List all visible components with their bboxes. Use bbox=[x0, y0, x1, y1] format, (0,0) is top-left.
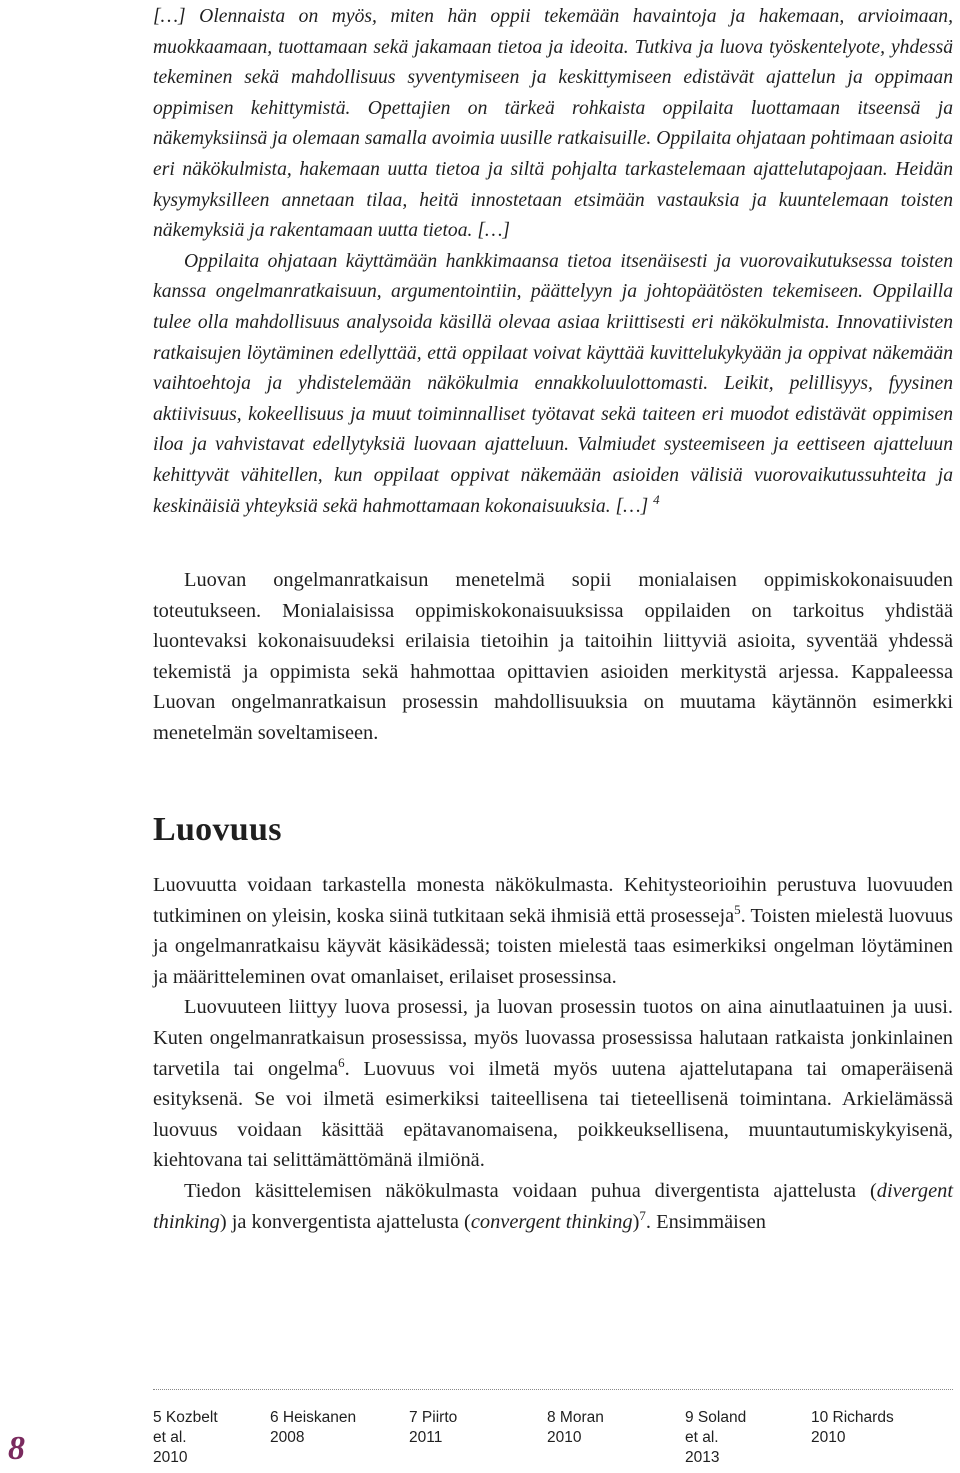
section-paragraph-2: Luovuuteen liittyy luova prosessi, ja luovan prosessin tuotos on aina ainutlaatuinen ja uusi. Kuten ongelmanratkaisun prosessissa, myös luovassa prosessissa halutaan ratkaista jonkinlainen tarvetila tai ongelma$^6$. Luovuus voi ilmetä myös uutena ajattelutapana tai omaperäisenä esityksenä. Se voi ilmetä esimerkiksi taiteellisena tai tieteellisenä toimintana. Arkielämässä luovuus voidaan käsittää epätavanomaisena, poikkeuksellisena, muuntautumiskykyisenä, kiehtovana tai selittämättömänä ilmiönä. bbox=[153, 996, 953, 1172]
after-quote-text bbox=[153, 565, 953, 749]
footnote-ref-4: 4 bbox=[653, 491, 660, 507]
section-heading: Luovuus bbox=[153, 811, 282, 848]
footnote-ref-6: 6 bbox=[338, 1054, 345, 1070]
section-paragraph-3: Tiedon käsittelemisen näkökulmasta voidaan puhua divergentista ajattelusta (divergent thinking) ja konvergentista ajattelusta (convergent thinking)$^7$. Ensimmäisen bbox=[153, 1179, 953, 1233]
section-paragraph-1: Luovuutta voidaan tarkastella monesta näkökulmasta. Kehitysteorioihin perustuva luovuuden tutkiminen on yleisin, koska siinä tutkitaan sekä ihmisiä että prosesseja$^5$. Toisten mielestä luovuus ja ongelmanratkaisu käyvät käsikädessä; toisten mielestä taas esimerkiksi ongelman löytäminen ja määritteleminen ovat omanlaiset, erilaiset prosessinsa. bbox=[153, 874, 953, 988]
footnotes-divider bbox=[153, 1389, 953, 1390]
footnote-ref-5: 5 bbox=[734, 901, 741, 917]
footnote-10: 10 Richards 2010 bbox=[811, 1409, 894, 1446]
footnote-ref-7: 7 bbox=[639, 1207, 646, 1223]
curriculum-quote bbox=[153, 2, 953, 522]
quote-paragraph-1: […] Olennaista on myös, miten hän oppii tekemään havaintoja ja hakemaan, arvioimaan, muokkaamaan, tuottamaan sekä jakamaan tietoa ja ideoita. Tutkiva ja luova työskentelyote, yhdessä tekeminen sekä mahdollisuus syventymiseen ja keskittymiseen edistävät ajattelun ja oppimaan oppimisen kehittymistä. Opettajien on tärkeä rohkaista oppilaita luottamaan itseensä ja näkemyksiinsä ja olemaan samalla avoimia uusille ratkaisuille. Oppilaita ohjataan pohtimaan asioita eri näkökulmista, hakemaan uutta tietoa ja siltä pohjalta tarkastelemaan ajattelutapojaan. Heidän kysymyksilleen annetaan tilaa, heitä innostetaan etsimään vastauksia ja kuuntelemaan toisten näkemyksiä ja rakentamaan uutta tietoa. […] bbox=[153, 6, 953, 242]
footnote-5: 5 Kozbelt et al. 2010 bbox=[153, 1409, 218, 1466]
body-paragraph: Luovan ongelmanratkaisun menetelmä sopii monialaisen oppimiskokonaisuuden toteutukseen. Monialaisissa oppimiskokonaisuuksissa oppilaiden on tarkoitus yhdistää luontevaksi kokonaisuudeksi erilaisia tietoihin ja taitoihin liittyviä asioita, syventää yhdessä tekemistä ja oppimista sekä hahmottaa opittavien asioiden merkitystä arjessa. Kappaleessa Luovan ongelmanratkaisun prosessin mahdollisuuksia on muutama käytännön esimerkki menetelmän soveltamiseen. bbox=[153, 569, 953, 744]
section-body bbox=[153, 870, 953, 1237]
page-number: 8 bbox=[8, 1430, 25, 1467]
footnote-8: 8 Moran 2010 bbox=[547, 1409, 604, 1446]
footnote-9: 9 Soland et al. 2013 bbox=[685, 1409, 747, 1466]
footnote-6: 6 Heiskanen 2008 bbox=[270, 1409, 357, 1446]
footnote-7: 7 Piirto 2011 bbox=[409, 1409, 458, 1446]
quote-paragraph-2: Oppilaita ohjataan käyttämään hankkimaansa tietoa itsenäisesti ja vuorovaikutuksessa toisten kanssa ongelmanratkaisuun, argumentointiin, päättelyyn ja johtopäätösten tekemiseen. Oppilailla tulee olla mahdollisuus analysoida käsillä olevaa asiaa kriittisesti eri näkökulmista. Innovatiivisten ratkaisujen löytäminen edellyttää, että oppilaat voivat käyttää kuvittelukykyään ja oppivat näkemään vaihtoehtoja ja yhdistelemään näkökulmia ennakkoluulottomasti. Leikit, pelillisyys, fyysinen aktiivisuus, kokeellisuus ja muut toiminnalliset työtavat sekä taiteen eri muodot edistävät oppimisen iloa ja vahvistavat edellytyksiä luovaan ajatteluun. Valmiudet systeemiseen ja eettiseen ajatteluun kehittyvät vähitellen, kun oppilaat oppivat näkemään asioiden välisiä vuorovaikutussuhteita ja keskinäisiä yhteyksiä sekä hahmottamaan kokonaisuuksia. […] $^4$ bbox=[153, 250, 953, 517]
